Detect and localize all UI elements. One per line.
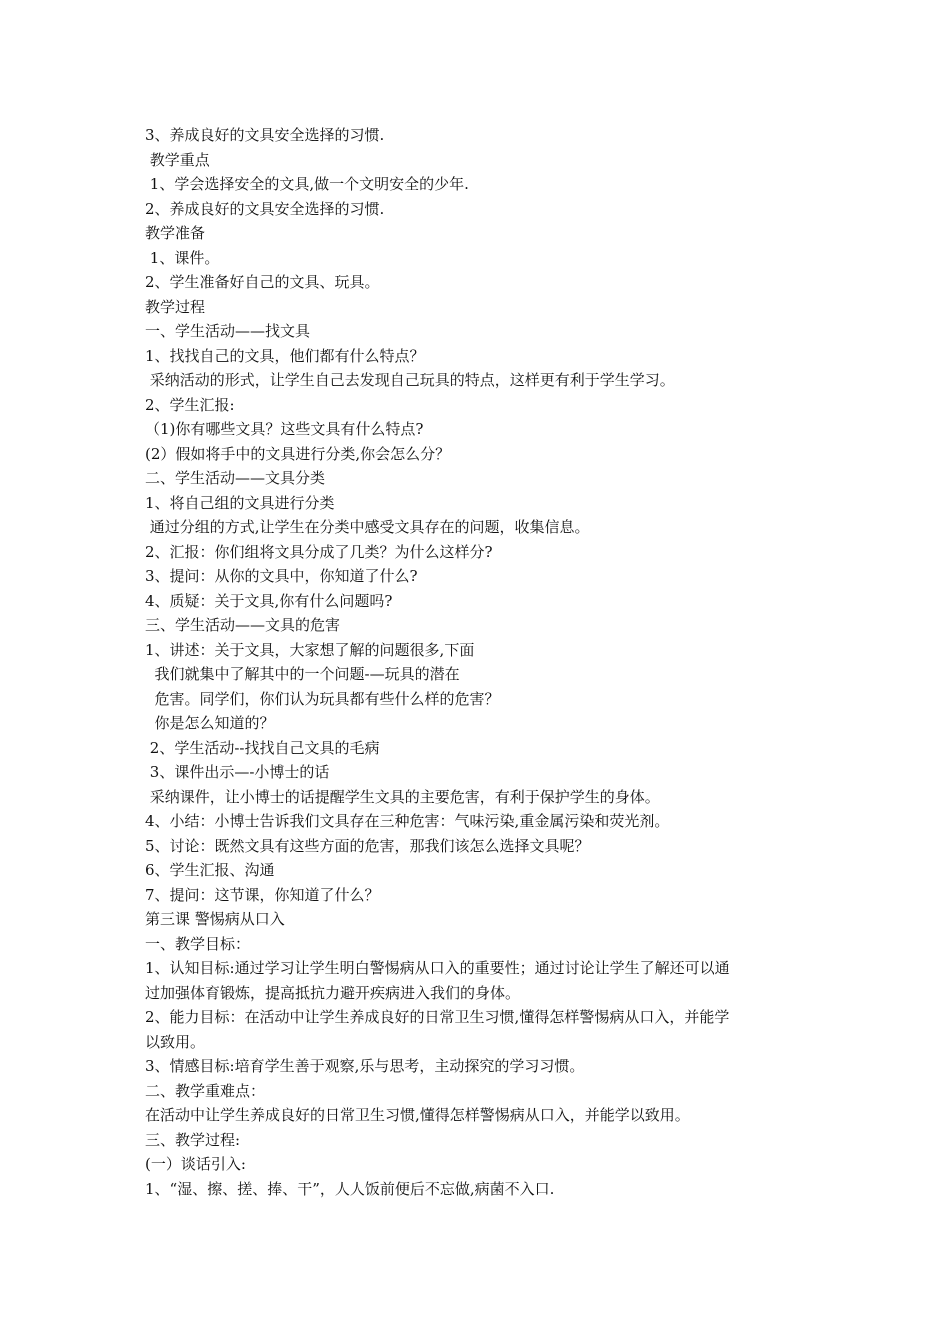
text-line: 以致用。 [145,1032,206,1051]
text-line: 1、“湿、擦、搓、捧、干”，人人饭前便后不忘做,病菌不入口. [145,1179,555,1198]
text-line: 1、认知目标:通过学习让学生明白警惕病从口入的重要性；通过讨论让学生了解还可以通 [145,959,730,977]
text-line: 你是怎么知道的？ [145,714,275,732]
text-line: 一、教学目标： [145,934,251,953]
text-line: 4、质疑：关于文具,你有什么问题吗? [145,591,393,610]
text-line: 2、养成良好的文具安全选择的习惯. [145,199,385,218]
text-line: 一、学生活动——找文具 [145,322,311,340]
text-line: 三、学生活动——文具的危害 [145,616,341,634]
text-line: 1、讲述：关于文具，大家想了解的问题很多,下面 [145,640,475,659]
document-body [145,123,815,1201]
text-line: 第三课 警惕病从口入 [145,910,285,928]
text-line: 1、课件。 [145,248,220,267]
text-line: 采纳课件，让小博士的话提醒学生文具的主要危害，有利于保护学生的身体。 [145,787,660,806]
text-line: 2、学生汇报: [145,395,235,414]
text-line: 1、学会选择安全的文具,做一个文明安全的少年. [145,175,469,193]
text-line: (一）谈话引入: [145,1155,246,1173]
text-line: 1、找找自己的文具，他们都有什么特点？ [145,346,425,365]
text-line: 三、教学过程: [145,1130,241,1149]
text-line: 4、小结：小博士告诉我们文具存在三种危害：气味污染,重金属污染和荧光剂。 [145,812,670,830]
text-line: 3、课件出示—-小博士的话 [145,763,330,781]
text-line: 教学准备 [145,224,206,242]
text-line: 采纳活动的形式，让学生自己去发现自己玩具的特点，这样更有利于学生学习。 [145,371,675,389]
text-line: 2、学生活动--找找自己文具的毛病 [145,738,380,757]
text-line: (2）假如将手中的文具进行分类,你会怎么分？ [145,444,451,463]
text-line: 二、教学重难点： [145,1081,266,1100]
text-line: 7、提问：这节课，你知道了什么？ [145,885,380,904]
text-line: 危害。同学们，你们认为玩具都有些什么样的危害？ [145,689,500,708]
text-line: 2、学生准备好自己的文具、玩具。 [145,273,380,291]
text-line: 3、提问：从你的文具中，你知道了什么? [145,567,418,585]
text-line: 2、汇报：你们组将文具分成了几类？为什么这样分? [145,542,493,561]
text-line: 5、讨论：既然文具有这些方面的危害，那我们该怎么选择文具呢？ [145,836,590,855]
text-line: 在活动中让学生养成良好的日常卫生习惯,懂得怎样警惕病从口入，并能学以致用。 [145,1106,690,1124]
text-line: 我们就集中了解其中的一个问题-—玩具的潜在 [145,665,460,683]
text-line: 教学重点 [145,150,210,169]
text-line: （1)你有哪些文具？这些文具有什么特点? [145,420,424,438]
text-line: 6、学生汇报、沟通 [145,861,275,879]
text-line: 2、能力目标：在活动中让学生养成良好的日常卫生习惯,懂得怎样警惕病从口入，并能学 [145,1008,730,1026]
text-line: 二、学生活动——文具分类 [145,469,326,487]
text-line: 过加强体育锻炼，提高抵抗力避开疾病进入我们的身体。 [145,983,521,1002]
text-line: 3、养成良好的文具安全选择的习惯. [145,126,385,144]
text-line: 教学过程 [145,297,206,316]
text-line: 1、将自己组的文具进行分类 [145,493,335,512]
text-line: 通过分组的方式,让学生在分类中感受文具存在的问题，收集信息。 [145,518,590,536]
text-line: 3、情感目标:培育学生善于观察,乐与思考，主动探究的学习习惯。 [145,1057,585,1075]
